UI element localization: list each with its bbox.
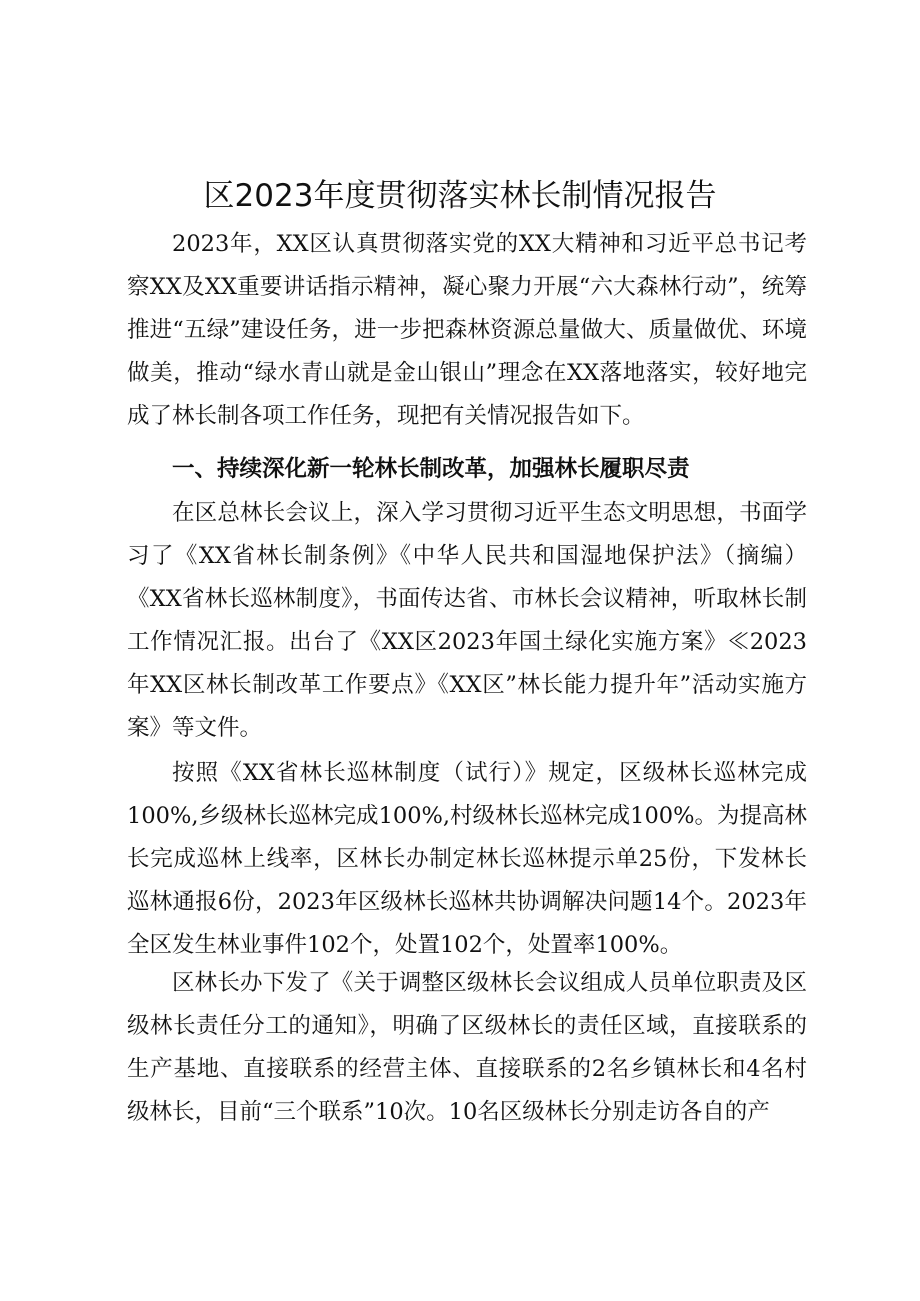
- intro-paragraph: 2023年，XX区认真贯彻落实党的XX大精神和习近平总书记考察XX及XX重要讲话指示精神，凝心聚力开展“六大森林行动”，统筹推进“五绿”建设任务，进一步把森林资源总量做大、质量做优、环境做美，推动“绿水青山就是金山银山”理念在XX落地落实，较好地完成了林长制各项工作任务，现把有关情况报告如下。: [127, 231, 807, 429]
- body-paragraph: 按照《XX省林长巡林制度（试行）》规定，区级林长巡林完成100%,乡级林长巡林完成100%,村级林长巡林完成100%。为提高林长完成巡林上线率，区林长办制定林长巡林提示单25份，下发林长巡林通报6份，2023年区级林长巡林共协调解决问题14个。2023年全区发生林业事件102个，处置102个，处置率100%。: [127, 760, 807, 958]
- section-heading: 一、持续深化新一轮林长制改革，加强林长履职尽责: [172, 456, 690, 482]
- body-paragraph: 在区总林长会议上，深入学习贯彻习近平生态文明思想，书面学习了《XX省林长制条例》《中华人民共和国湿地保护法》（摘编）《XX省林长巡林制度》，书面传达省、市林长会议精神，听取林长制工作情况汇报。出台了《XX区2023年国土绿化实施方案》≪2023年XX区林长制改革工作要点》《XX区”林长能力提升年”活动实施方案》等文件。: [127, 500, 807, 741]
- body-paragraph: 区林长办下发了《关于调整区级林长会议组成人员单位职责及区级林长责任分工的通知》，明确了区级林长的责任区域，直接联系的生产基地、直接联系的经营主体、直接联系的2名乡镇林长和4名村级林长，目前“三个联系”10次。10名区级林长分别走访各自的产: [127, 970, 807, 1125]
- document-title: 区2023年度贯彻落实林长制情况报告: [203, 178, 717, 214]
